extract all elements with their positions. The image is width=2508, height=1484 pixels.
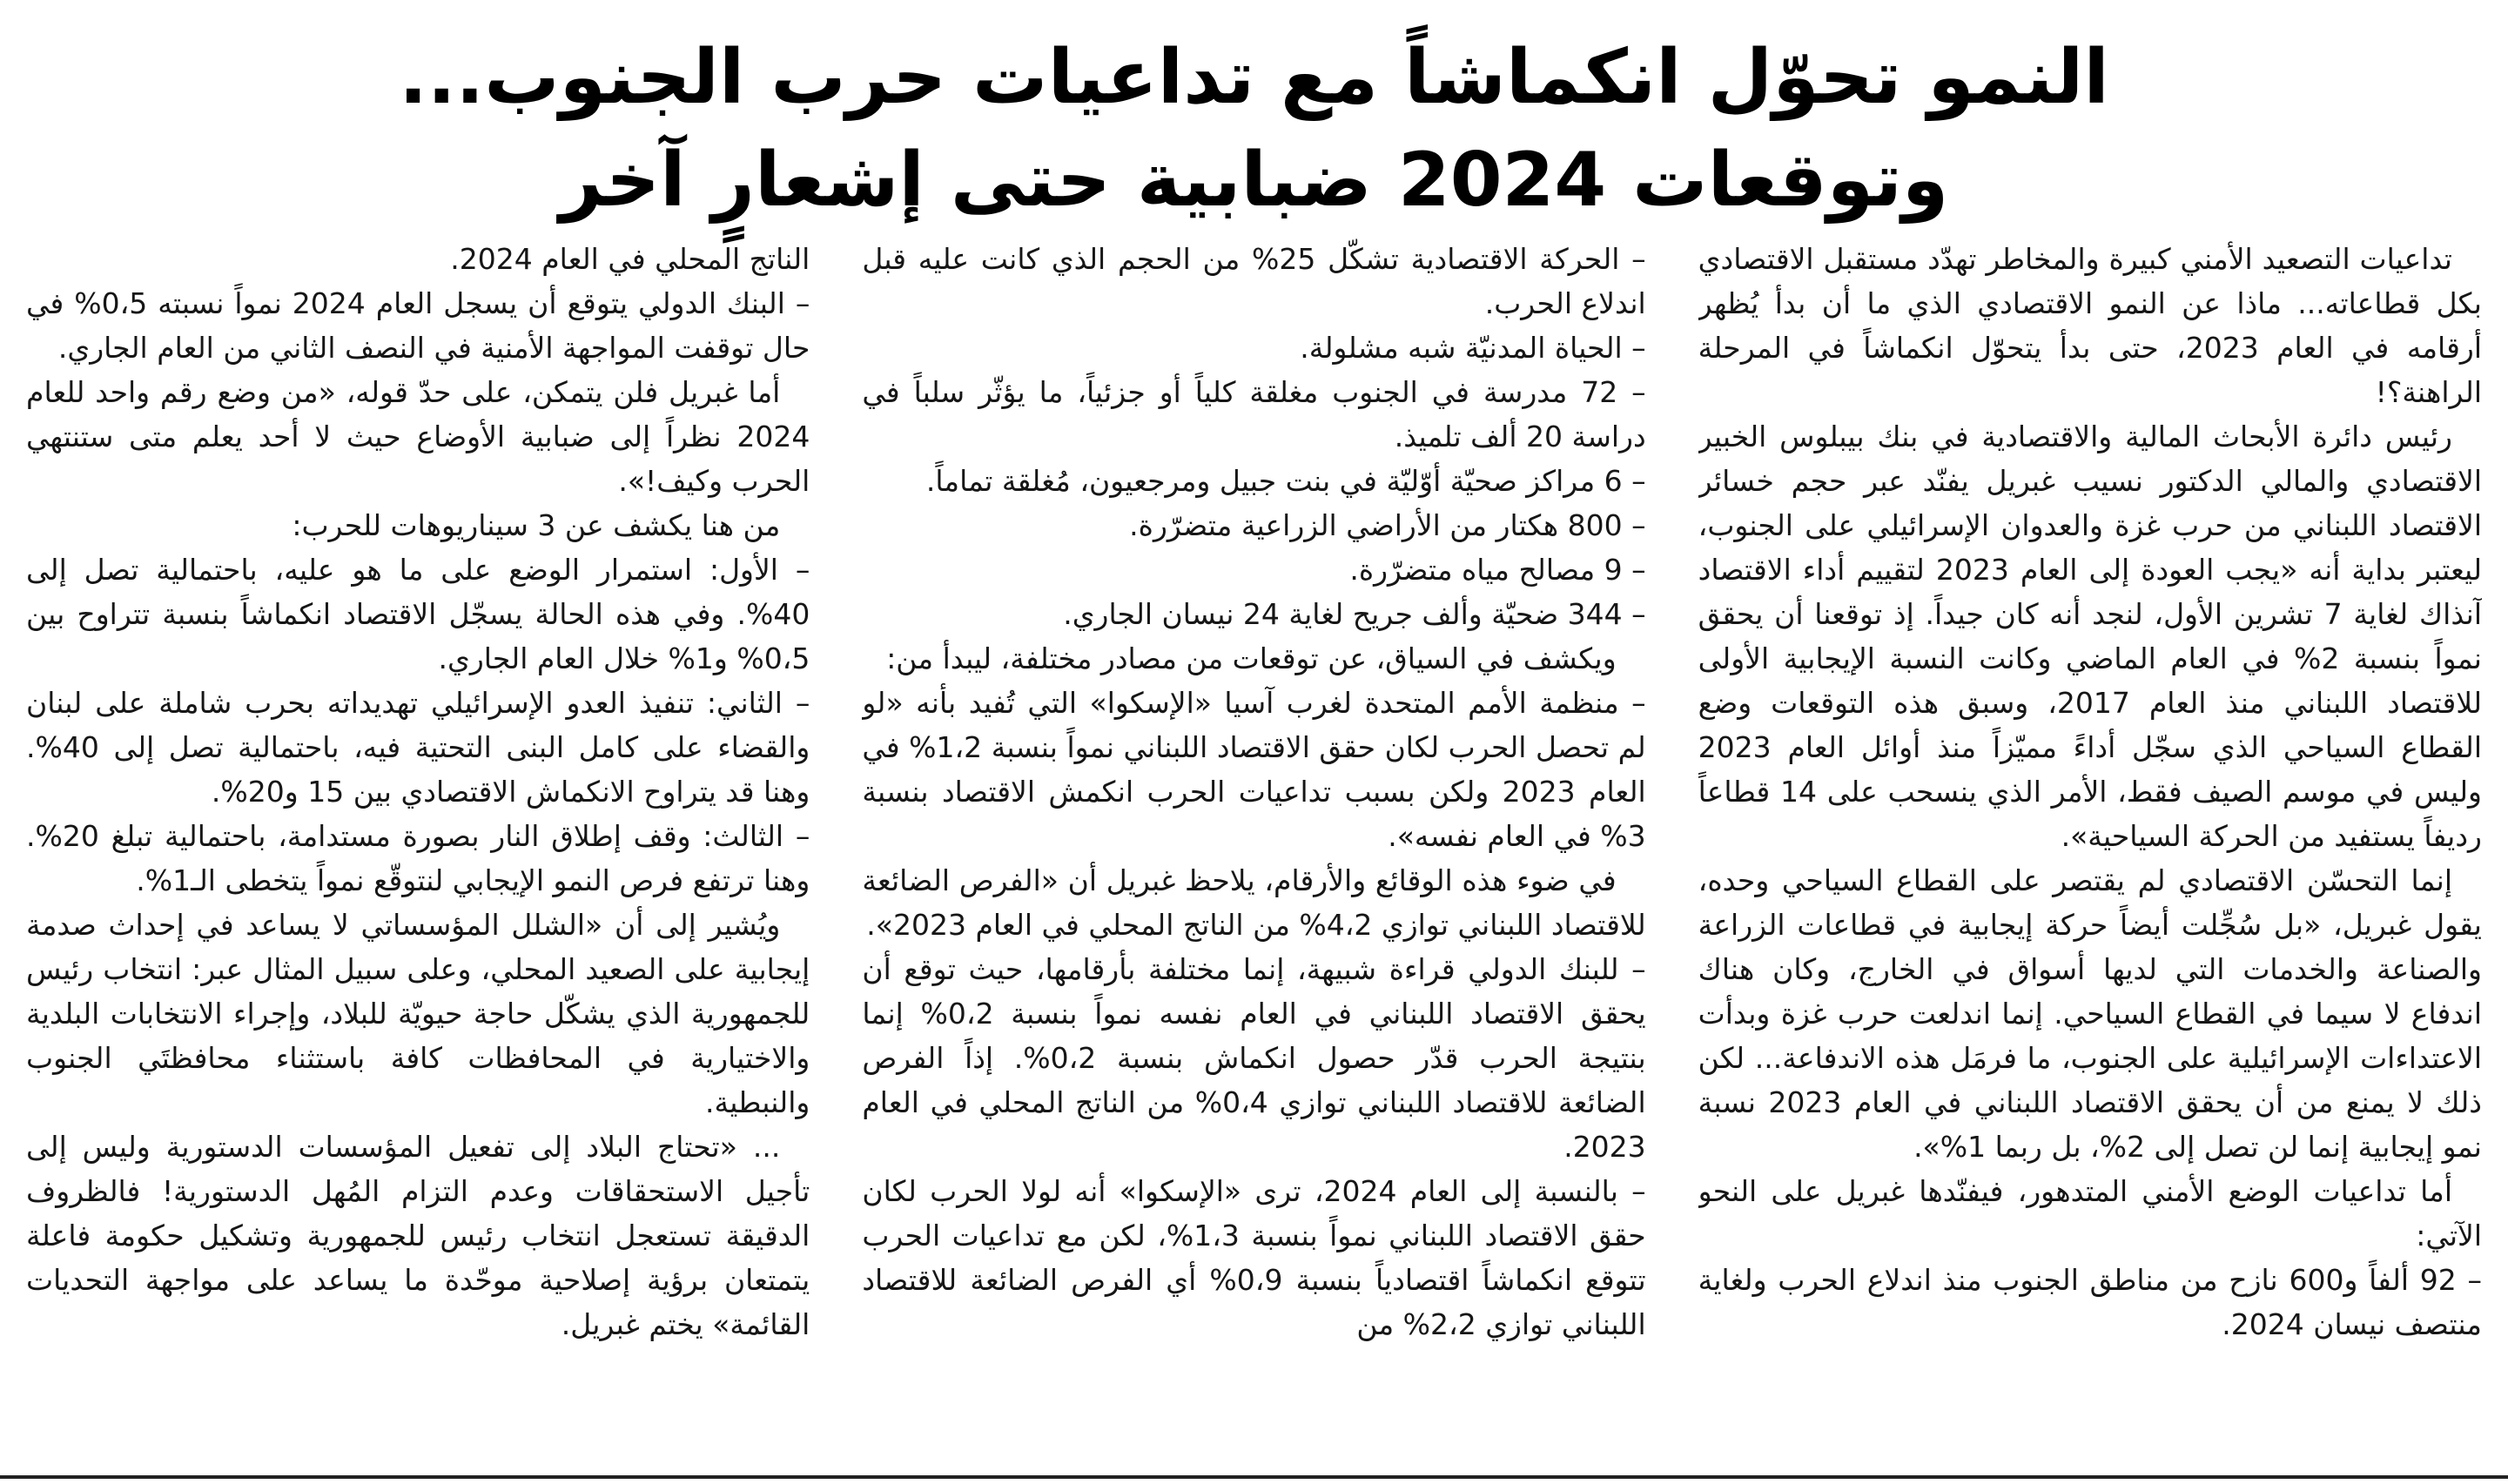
paragraph: – 9 مصالح مياه متضرّرة. bbox=[1349, 553, 1646, 587]
paragraph: – الأول: استمرار الوضع على ما هو عليه، باحتمالية تصل إلى 40%. وفي هذه الحالة يسجّل الاقتصاد انكماشاً بنسبة تتراوح بين 0،5% و1% خلال العام الجاري. bbox=[26, 553, 810, 675]
paragraph: – 800 هكتار من الأراضي الزراعية متضرّرة. bbox=[1129, 508, 1646, 542]
paragraph: أما غبريل فلن يتمكن، على حدّ قوله، «من وضع رقم واحد للعام 2024 نظراً إلى ضبابية الأوضاع حيث لا أحد يعلم متى ستنتهي الحرب وكيف!». bbox=[26, 375, 810, 498]
article-headline bbox=[157, 26, 2351, 235]
paragraph: – للبنك الدولي قراءة شبيهة، إنما مختلفة بأرقامها، حيث توقع أن يحقق الاقتصاد اللبناني في العام نفسه نمواً بنسبة 0،2% إنما بنتيجة الحرب قدّر حصول انكماش بنسبة 0،2%. إذاً الفرص الضائعة للاقتصاد اللبناني توازي 0،4% من الناتج المحلي في العام 2023. bbox=[862, 952, 1646, 1164]
paragraph: – الحياة المدنيّة شبه مشلولة. bbox=[1300, 331, 1646, 365]
paragraph: ... «تحتاج البلاد إلى تفعيل المؤسسات الدستورية وليس إلى تأجيل الاستحقاقات وعدم التزام المُهل الدستورية! فالظروف الدقيقة تستعجل انتخاب رئيس للجمهورية وتشكيل حكومة فاعلة يتمتعان برؤية إصلاحية موحّدة ما يساعد على مواجهة التحديات القائمة» يختم غبريل. bbox=[26, 1130, 810, 1341]
bottom-divider bbox=[0, 1475, 2508, 1479]
paragraph: – منظمة الأمم المتحدة لغرب آسيا «الإسكوا» التي تُفيد بأنه «لو لم تحصل الحرب لكان حقق الاقتصاد اللبناني نمواً بنسبة 1،2% في العام 2023 ولكن بسبب تداعيات الحرب انكمش الاقتصاد بنسبة 3% في العام نفسه». bbox=[862, 686, 1646, 853]
paragraph: – الثالث: وقف إطلاق النار بصورة مستدامة، باحتمالية تبلغ 20%. وهنا ترتفع فرص النمو الإيجابي لنتوقّع نمواً يتخطى الـ1%. bbox=[26, 819, 810, 897]
article-column-3 bbox=[26, 237, 810, 1455]
paragraph: – الثاني: تنفيذ العدو الإسرائيلي تهديداته بحرب شاملة على لبنان والقضاء على كامل البنى التحتية فيه، باحتمالية تصل إلى 40%. وهنا قد يتراوح الانكماش الاقتصادي بين 15 و20%. bbox=[26, 686, 810, 809]
paragraph: ويُشير إلى أن «الشلل المؤسساتي لا يساعد في إحداث صدمة إيجابية على الصعيد المحلي، وعلى سبيل المثال عبر: انتخاب رئيس للجمهورية الذي يشكّل حاجة حيويّة للبلاد، وإجراء الانتخابات البلدية والاختيارية في المحافظات كافة باستثناء محافظتَي الجنوب والنبطية. bbox=[26, 908, 810, 1119]
headline-line-2: وتوقعات 2024 ضبابية حتى إشعارٍ آخر bbox=[559, 137, 1949, 224]
paragraph: في ضوء هذه الوقائع والأرقام، يلاحظ غبريل أن «الفرص الضائعة للاقتصاد اللبناني توازي 4،2% من الناتج المحلي في العام 2023». bbox=[862, 863, 1646, 942]
paragraph: ويكشف في السياق، عن توقعات من مصادر مختلفة، ليبدأ من: bbox=[886, 641, 1617, 675]
headline-line-1: النمو تحوّل انكماشاً مع تداعيات حرب الجنوب... bbox=[399, 34, 2109, 121]
paragraph: – 6 مراكز صحيّة أوّليّة في بنت جبيل ومرجعيون، مُغلقة تماماً. bbox=[925, 464, 1646, 498]
paragraph: – الحركة الاقتصادية تشكّل 25% من الحجم الذي كانت عليه قبل اندلاع الحرب. bbox=[862, 242, 1646, 320]
paragraph: تداعيات التصعيد الأمني كبيرة والمخاطر تهدّد مستقبل الاقتصادي بكل قطاعاته... ماذا عن النمو الاقتصادي الذي ما أن بدأ يُظهر أرقامه في العام 2023، حتى بدأ يتحوّل انكماشاً في المرحلة الراهنة؟! bbox=[1698, 242, 2482, 409]
paragraph: رئيس دائرة الأبحاث المالية والاقتصادية في بنك بيبلوس الخبير الاقتصادي والمالي الدكتور نسيب غبريل يفنّد عبر حجم خسائر الاقتصاد اللبناني من حرب غزة والعدوان الإسرائيلي على الجنوب، ليعتبر بداية أنه «يجب العودة إلى العام 2023 لتقييم أداء الاقتصاد آنذاك لغاية 7 تشرين الأول، لنجد أنه كان جيداً. إذ توقعنا أن يحقق نمواً بنسبة 2% في العام الماضي وكانت النسبة الإيجابية الأولى للاقتصاد اللبناني منذ العام 2017، وسبق هذه التوقعات وضع القطاع السياحي الذي سجّل أداءً مميّزاً منذ أوائل العام 2023 وليس في موسم الصيف فقط، الأمر الذي ينسحب على 14 قطاعاً رديفاً يستفيد من الحركة السياحية». bbox=[1698, 420, 2482, 853]
article-columns bbox=[26, 237, 2482, 1455]
paragraph: – البنك الدولي يتوقع أن يسجل العام 2024 نمواً نسبته 0،5% في حال توقفت المواجهة الأمنية في النصف الثاني من العام الجاري. bbox=[26, 286, 810, 365]
paragraph: أما تداعيات الوضع الأمني المتدهور، فيفنّدها غبريل على النحو الآتي: bbox=[1698, 1174, 2482, 1252]
article-column-2 bbox=[862, 237, 1645, 1455]
article-column-1 bbox=[1698, 237, 2482, 1455]
paragraph: – 72 مدرسة في الجنوب مغلقة كلياً أو جزئياً، ما يؤثّر سلباً في دراسة 20 ألف تلميذ. bbox=[862, 375, 1646, 453]
paragraph: من هنا يكشف عن 3 سيناريوهات للحرب: bbox=[292, 508, 781, 542]
paragraph: – 344 ضحيّة وألف جريح لغاية 24 نيسان الجاري. bbox=[1063, 597, 1646, 631]
paragraph: – بالنسبة إلى العام 2024، ترى «الإسكوا» أنه لولا الحرب لكان حقق الاقتصاد اللبناني نمواً بنسبة 1،3%، لكن مع تداعيات الحرب تتوقع انكماشاً اقتصادياً بنسبة 0،9% أي الفرص الضائعة للاقتصاد اللبناني توازي 2،2% من bbox=[862, 1174, 1646, 1341]
paragraph: – 92 ألفاً و600 نازح من مناطق الجنوب منذ اندلاع الحرب ولغاية منتصف نيسان 2024. bbox=[1698, 1263, 2482, 1341]
paragraph: إنما التحسّن الاقتصادي لم يقتصر على القطاع السياحي وحده، يقول غبريل، «بل سُجِّلت أيضاً حركة إيجابية في قطاعات الزراعة والصناعة والخدمات التي لديها أسواق في الخارج، وكان هناك اندفاع لا سيما في القطاع السياحي. إنما اندلعت حرب غزة وبدأت الاعتداءات الإسرائيلية على الجنوب، ما فرمَل هذه الاندفاعة... لكن ذلك لا يمنع من أن يحقق الاقتصاد اللبناني في العام 2023 نسبة نمو إيجابية إنما لن تصل إلى 2%، بل ربما 1%». bbox=[1698, 863, 2482, 1164]
paragraph: الناتج المحلي في العام 2024. bbox=[450, 242, 810, 276]
